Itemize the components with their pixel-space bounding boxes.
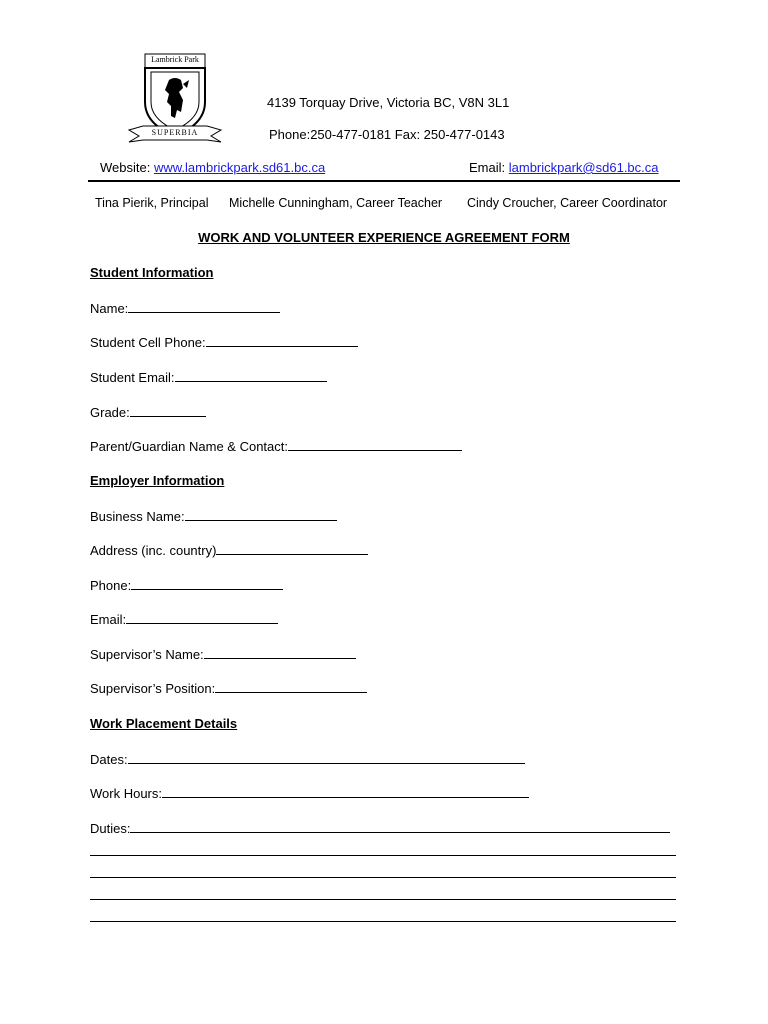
employer-email-input-line[interactable]	[126, 611, 278, 624]
student-email-field	[90, 369, 327, 385]
address-input-line[interactable]	[216, 542, 368, 555]
field-label: Address (inc. country)	[90, 543, 217, 558]
supervisor-name-input-line[interactable]	[204, 646, 356, 659]
employer-email-field	[90, 611, 278, 627]
field-label: Phone:	[90, 578, 132, 593]
field-label: Dates:	[90, 752, 128, 767]
dates-field	[90, 751, 525, 767]
staff-role: , Principal	[153, 196, 209, 210]
staff-name: Tina Pierik	[95, 196, 154, 210]
header-divider	[88, 180, 680, 182]
duties-input-line[interactable]	[130, 820, 670, 833]
work-hours-field	[90, 785, 529, 801]
parent-contact-field	[90, 438, 462, 454]
staff-career-teacher	[229, 196, 442, 210]
supervisor-position-input-line[interactable]	[215, 680, 367, 693]
dates-input-line[interactable]	[128, 751, 525, 764]
school-address: 4139 Torquay Drive, Victoria BC, V8N 3L1	[267, 95, 510, 110]
duties-extra-line[interactable]	[90, 877, 676, 878]
supervisor-position-field	[90, 680, 367, 696]
form-title: WORK AND VOLUNTEER EXPERIENCE AGREEMENT FORM	[198, 230, 570, 245]
email-row	[469, 160, 659, 175]
field-label: Grade:	[90, 405, 130, 420]
address-field	[90, 542, 368, 558]
grade-input-line[interactable]	[130, 404, 206, 417]
business-name-input-line[interactable]	[185, 508, 337, 521]
staff-career-coordinator	[467, 196, 667, 210]
website-label: Website:	[100, 160, 151, 175]
logo-banner-text: SUPERBIA	[151, 128, 199, 137]
field-label: Email:	[90, 612, 127, 627]
email-label: Email:	[469, 160, 506, 175]
cell-phone-input-line[interactable]	[206, 334, 358, 347]
field-label: Supervisor’s Name:	[90, 647, 204, 662]
student-section-heading: Student Information	[90, 265, 214, 280]
business-name-field	[90, 508, 337, 524]
name-input-line[interactable]	[128, 300, 280, 313]
staff-name: Cindy Croucher	[467, 196, 554, 210]
placement-section-heading: Work Placement Details	[90, 716, 238, 731]
duties-extra-line[interactable]	[90, 921, 676, 922]
field-label: Supervisor’s Position:	[90, 681, 216, 696]
field-label: Business Name:	[90, 509, 185, 524]
website-row	[100, 160, 325, 175]
student-email-input-line[interactable]	[175, 369, 327, 382]
school-phone-fax: Phone:250-477-0181 Fax: 250-477-0143	[269, 127, 505, 142]
employer-phone-input-line[interactable]	[131, 577, 283, 590]
email-link[interactable]: lambrickpark@sd61.bc.ca	[508, 160, 659, 175]
employer-phone-field	[90, 577, 283, 593]
work-hours-input-line[interactable]	[162, 785, 529, 798]
grade-field	[90, 404, 206, 420]
supervisor-name-field	[90, 646, 356, 662]
student-cell-phone-field	[90, 334, 358, 350]
duties-extra-line[interactable]	[90, 899, 676, 900]
student-name-field	[90, 300, 280, 316]
staff-role: , Career Teacher	[349, 196, 443, 210]
field-label: Parent/Guardian Name & Contact:	[90, 439, 288, 454]
field-label: Work Hours:	[90, 786, 162, 801]
parent-contact-input-line[interactable]	[288, 438, 462, 451]
field-label: Name:	[90, 301, 129, 316]
staff-role: , Career Coordinator	[553, 196, 668, 210]
field-label: Student Cell Phone:	[90, 335, 206, 350]
school-logo	[125, 50, 225, 146]
staff-name: Michelle Cunningham	[229, 196, 350, 210]
staff-principal	[95, 196, 208, 210]
logo-top-text: Lambrick Park	[151, 55, 199, 64]
employer-section-heading: Employer Information	[90, 473, 225, 488]
duties-extra-line[interactable]	[90, 855, 676, 856]
field-label: Student Email:	[90, 370, 175, 385]
website-link[interactable]: www.lambrickpark.sd61.bc.ca	[153, 160, 326, 175]
duties-field	[90, 820, 670, 836]
field-label: Duties:	[90, 821, 131, 836]
